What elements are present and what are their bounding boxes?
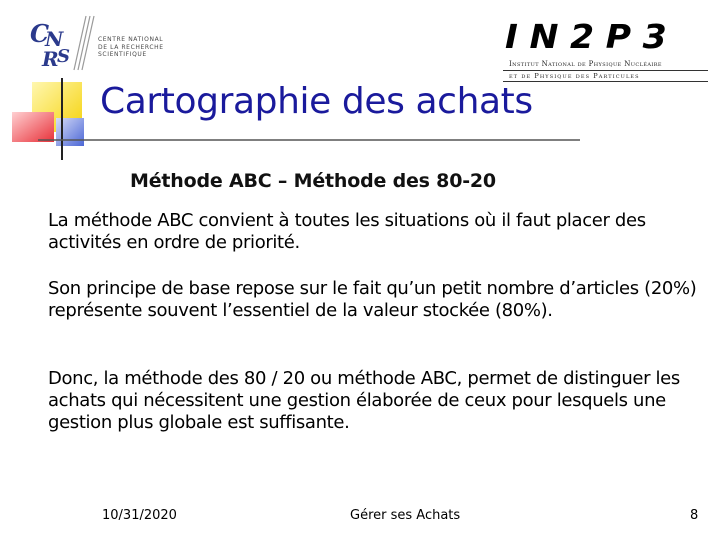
paragraph: Son principe de base repose sur le fait qu’un petit nombre d’articles (20%) représente souvent l’essentiel de la valeur stockée (80%). [48, 278, 697, 321]
blue-square [56, 118, 84, 146]
in2p3-wordmark: IN2P3 [505, 17, 679, 56]
svg-text:N: N [45, 27, 64, 51]
yellow-square [32, 82, 82, 132]
in2p3-logo [503, 18, 708, 80]
svg-text:C: C [30, 19, 50, 48]
in2p3-rule [503, 70, 708, 71]
in2p3-rule [503, 81, 708, 82]
footer-date: 10/31/2020 [102, 508, 177, 523]
svg-text:R: R [42, 47, 59, 71]
page-number: 8 [690, 508, 699, 523]
cnrs-caption-line: SCIENTIFIQUE [98, 51, 147, 58]
slide-title: Cartographie des achats [100, 81, 533, 122]
in2p3-caption-line1: Institut National de Physique Nucléaire [509, 60, 662, 68]
svg-text:S: S [57, 46, 70, 67]
in2p3-caption-line2: et de Physique des Particules [509, 72, 640, 80]
red-square [12, 112, 54, 142]
cnrs-caption [98, 36, 164, 59]
cnrs-logo [28, 14, 178, 72]
paragraph: Donc, la méthode des 80 / 20 ou méthode ABC, permet de distinguer les achats qui nécessitent une gestion élaborée de ceux pour lesquels une gestion plus globale est suffisante. [48, 368, 680, 433]
cnrs-mark-icon [28, 14, 96, 72]
cnrs-caption-line: DE LA RECHERCHE [98, 43, 164, 51]
slide-subtitle: Méthode ABC – Méthode des 80-20 [130, 170, 496, 192]
cnrs-caption-line: CENTRE NATIONAL [98, 36, 164, 43]
footer-title: Gérer ses Achats [350, 508, 461, 523]
paragraph: La méthode ABC convient à toutes les situations où il faut placer des activités en ordre de priorité. [48, 210, 646, 253]
